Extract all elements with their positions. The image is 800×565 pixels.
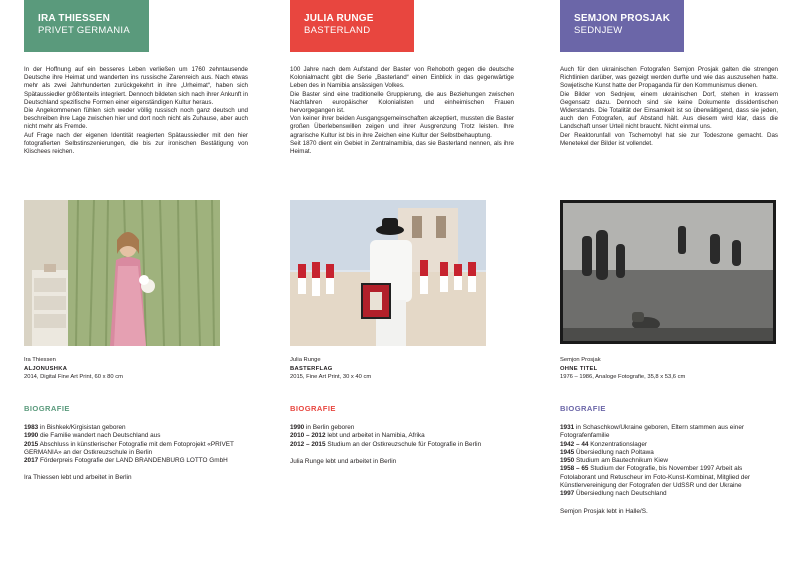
bio-entry bbox=[24, 424, 246, 432]
bio-text: Förderpreis Fotografie der LAND BRANDENBURG LOTTO GmbH bbox=[38, 457, 228, 465]
bio-entry bbox=[24, 457, 246, 465]
project-title: SEDNJEW bbox=[574, 25, 623, 36]
bio-text: Übersiedlung nach Deutschland bbox=[574, 490, 667, 498]
project-title: PRIVET GERMANIA bbox=[38, 25, 130, 36]
bio-text: Konzentrationslager bbox=[588, 440, 648, 448]
bio-closing: Ira Thiessen lebt und arbeitet in Berlin bbox=[24, 474, 132, 482]
artwork-photo bbox=[290, 200, 486, 346]
photo-aljonushka bbox=[24, 200, 220, 346]
bio-entry bbox=[560, 424, 776, 441]
intro-text: Auch für den ukrainischen Fotografen Semjon Prosjak galten die strengen Richtlinien darüber, was gezeigt werden durfte und wie das auszusehen hatte. Sowjetische Kunst hatte der Propaganda für den Kommunismus dienen. Die Bilder von Sednjew, einem ukrainischen Dorf, stehen in krassem Gegensatz dazu. Dennoch sind sie keine Dokumente dissidentischen Widerstands. Die Totalität der Einsamkeit ist so überwältigend, dass sie jeden, auch den Fotografen, auf Abstand hält. Aus diesem wird klar, dass die Landschaft unser Urteil nicht braucht. Nicht einmal uns. Der Reaktorunfall von Tschernobyl hat sie zur Todeszone gemacht. Das Menetekel der Bilder ist vollendet. bbox=[560, 66, 778, 147]
caption-artist: Julia Runge bbox=[290, 357, 321, 363]
bio-entry bbox=[24, 432, 246, 440]
artist-banner bbox=[24, 0, 149, 52]
bio-year: 1942 – 44 bbox=[560, 440, 589, 448]
bio-text: in Berlin geboren bbox=[304, 424, 355, 431]
artwork-caption bbox=[560, 356, 685, 382]
caption-title: BASTERFLAG bbox=[290, 365, 333, 372]
bio-text: Studium der Fotografie, bis November 1997 Arbeit als Fotolaborant und Retuscheur im Foto-Kunst-Kombinat, Mitglied der Künstlervereinigung der Fotografen der UdSSR und der Ukraine bbox=[560, 465, 751, 490]
bio-text: Abschluss in künstlerischer Fotografie mit dem Fotoprojekt «PRIVET GERMANIA» an der Ostkreuzschule in Berlin bbox=[24, 440, 234, 456]
bio-heading: BIOGRAFIE bbox=[560, 404, 606, 413]
column-semjon-prosjak bbox=[560, 0, 778, 515]
artwork-caption bbox=[290, 356, 371, 382]
bio-year: 1983 bbox=[24, 424, 39, 431]
bio-text: die Familie wandert nach Deutschland aus bbox=[38, 432, 161, 440]
bio-text: Studium an der Ostkreuzschule für Fotografie in Berlin bbox=[325, 440, 482, 448]
bio-text: Übersiedlung nach Poltawa bbox=[574, 448, 654, 456]
caption-artist: Semjon Prosjak bbox=[560, 357, 601, 363]
artist-name: IRA THIESSEN bbox=[38, 13, 111, 24]
bio-year: 1945 bbox=[560, 448, 575, 456]
caption-title: OHNE TITEL bbox=[560, 365, 598, 372]
caption-title: ALJONUSHKA bbox=[24, 365, 68, 372]
artwork-photo bbox=[24, 200, 220, 346]
bio-year: 2012 – 2015 bbox=[290, 440, 326, 448]
bio-year: 2010 – 2012 bbox=[290, 432, 326, 440]
bio-year: 1990 bbox=[24, 432, 39, 440]
bio-year: 1931 bbox=[560, 424, 575, 431]
project-title: BASTERLAND bbox=[304, 25, 371, 36]
intro-text: 100 Jahre nach dem Aufstand der Baster von Rehoboth gegen die deutsche Kolonialmacht gibt die Serie „Basterland“ einen Einblick in das gegenwärtige Leben des in Namibia ansässigen Volkes. Die Baster sind eine traditionelle Gruppierung, die aus Beziehungen zwischen Nachfahren europäischer Kolonialisten und einheimischen Frauen hervorgegangen ist. Von keiner ihrer beiden Ausgangsgemeinschaften akzeptiert, mussten die Baster großen Überlebenswillen zeigen und ihrer Ausgrenzung Trotz leisten. Ihre agrarische Kultur ist bis in ihre Zeichen eine Kultur der Selbstbehauptung. Seit 1870 dient ein Gebiet in Zentralnamibia, das sie Basterland nennen, als ihre Heimat. bbox=[290, 66, 514, 156]
bio-entry bbox=[560, 449, 776, 457]
column-julia-runge bbox=[290, 0, 514, 465]
bio-entry bbox=[290, 441, 512, 449]
bio-closing: Julia Runge lebt und arbeitet in Berlin bbox=[290, 457, 397, 465]
bio-closing: Semjon Prosjak lebt in Halle/S. bbox=[560, 507, 648, 515]
bio-year: 2017 bbox=[24, 457, 39, 465]
artist-name: JULIA RUNGE bbox=[304, 13, 374, 24]
photo-basterflag bbox=[290, 200, 486, 346]
biography bbox=[290, 424, 512, 466]
bio-year: 1997 bbox=[560, 490, 575, 498]
artwork-caption bbox=[24, 356, 123, 382]
bio-text: Studium am Bautechnikum Kiew bbox=[574, 457, 668, 465]
bio-heading: BIOGRAFIE bbox=[290, 404, 336, 413]
photo-ohne-titel bbox=[560, 200, 776, 344]
biography bbox=[24, 424, 246, 483]
bio-year: 1990 bbox=[290, 424, 305, 431]
bio-entry bbox=[290, 424, 512, 432]
artwork-photo bbox=[560, 200, 776, 344]
bio-text: in Schaschkow/Ukraine geboren, Eltern stammen aus einer Fotografenfamilie bbox=[560, 424, 745, 440]
bio-heading: BIOGRAFIE bbox=[24, 404, 70, 413]
bio-year: 1958 – 65 bbox=[560, 465, 589, 473]
column-ira-thiessen bbox=[24, 0, 248, 482]
bio-text: lebt und arbeitet in Namibia, Afrika bbox=[325, 432, 425, 440]
bio-entry bbox=[560, 465, 776, 490]
caption-details: 2015, Fine Art Print, 30 x 40 cm bbox=[290, 374, 372, 381]
bio-entry bbox=[560, 441, 776, 449]
biography bbox=[560, 424, 776, 516]
bio-text: in Bishkek/Kirgisistan geboren bbox=[38, 424, 126, 431]
bio-year: 2015 bbox=[24, 440, 39, 448]
caption-artist: Ira Thiessen bbox=[24, 357, 56, 363]
artist-name: SEMJON PROSJAK bbox=[574, 13, 671, 24]
bio-entry bbox=[24, 441, 246, 458]
bio-entry bbox=[560, 457, 776, 465]
caption-details: 2014, Digital Fine Art Print, 60 x 80 cm bbox=[24, 374, 123, 381]
bio-entry bbox=[290, 432, 512, 440]
bio-year: 1950 bbox=[560, 457, 575, 465]
artist-banner bbox=[290, 0, 414, 52]
intro-text: In der Hoffnung auf ein besseres Leben verließen um 1760 zehntausende Deutsche ihre Heimat und wanderten ins russische Zarenreich aus. Nach etwas mehr als zwei Jahrhunderten zurückgekehrt in ihre „Urheimat“, haben sich Spätaussiedler größtenteils integriert. Dennoch bildeten sich nach ihrer Ankunft in Deutschland spezifische Formen einer eigenständigen Kultur heraus. Die Angekommenen fühlen sich weder völlig russisch noch ganz deutsch und beschreiben ihre Lage zwischen hier und dort noch nicht als Zuhause, aber auch nicht mehr als Fremde. Auf Frage nach der eigenen Identität reagierten Spätaussiedler mit den hier fotografierten Selbstinszenierungen, die bis zur ironischen Bestätigung von Klischees reichen. bbox=[24, 66, 248, 156]
caption-details: 1976 – 1986, Analoge Fotografie, 35,8 x 53,6 cm bbox=[560, 374, 686, 381]
bio-entry bbox=[560, 490, 776, 498]
artist-banner bbox=[560, 0, 684, 52]
